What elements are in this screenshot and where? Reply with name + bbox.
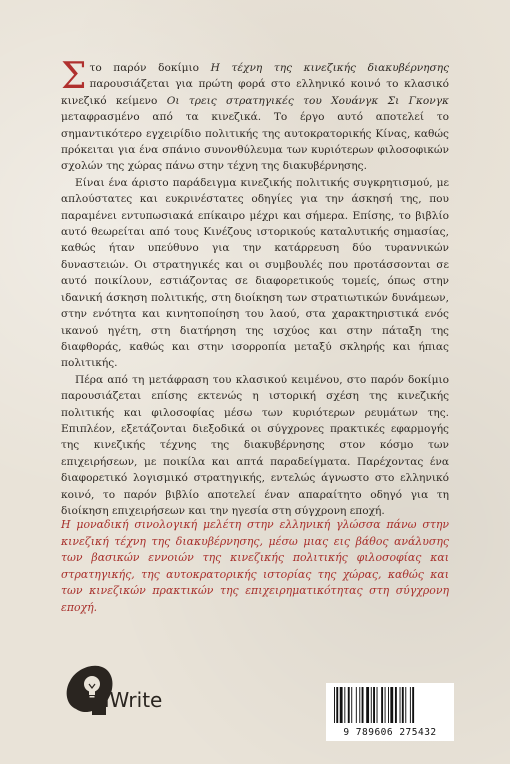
isbn-number: 9 789606 275432 — [343, 727, 437, 738]
drop-cap: Σ — [61, 56, 87, 97]
essay-title: Η τέχνη της κινεζικής διακυβέρνησης — [210, 62, 450, 74]
barcode-bars — [326, 683, 454, 727]
publisher-name: iWrite — [104, 688, 163, 712]
classic-text-title: Οι τρεις στρατηγικές του Χουάνγκ Σι Γκονγκ — [166, 94, 449, 107]
isbn-barcode — [326, 683, 454, 741]
synopsis-paragraph-1: Στο παρόν δοκίμιο Η τέχνη της κινεζικής διακυβέρνησης παρουσιάζεται για πρώτη φορά στο ελληνικό κοινό το κλασικό κινεζικό κείμενο Οι τρεις στρατηγικές του Χουάνγκ Σι Γκονγκ μεταφρασμένο από τα κινεζικά. Το έργο αυτό αποτελεί το σημαντικότερο εγχειρίδιο πολιτικής της αυτοκρατορικής Κίνας, καθώς πρόκειται για ένα σπάνιο συνονθύλευμα των κυριότερων φιλοσοφικών σχολών της χώρας πάνω στην τέχνη της διακυβέρνησης. — [61, 56, 450, 173]
synopsis-paragraph-2: Είναι ένα άριστο παράδειγμα κινεζικής πολιτικής συγκρητισμού, με απλούστατες και ευκρινέστατες οδηγίες για την άσκησή της, που παραμένει εντυπωσιακά επίκαιρο μέχρι και σήμερα. Επίσης, το βιβλίο αυτό θεωρείται από τους Κινέζους ιστορικούς καταλυτικής σημασίας, καθώς ήταν υπεύθυνο για την κατάρρευση δύο τυραννικών δυναστειών. Οι στρατηγικές και οι συμβουλές που προτάσσονται σε αυτό ποικίλουν, εστιάζοντας σε διαφορετικούς τομείς, όπως στην ιδανική άσκηση πολιτικής, στη διοίκηση των στρατιωτικών δυνάμεων, στην ενότητα και κινητοποίηση του λαού, στα χαρακτηριστικά ενός ικανού ηγέτη, στη διατήρηση της ισχύος και στην πάταξη της διαφθοράς, καθώς και στην ισορροπία μεταξύ σκληρής και ήπιας πολιτικής. — [61, 176, 449, 370]
synopsis-text — [61, 56, 450, 519]
highlight-statement: Η μοναδική σινολογική μελέτη στην ελληνική γλώσσα πάνω στην κινεζική τέχνη της διακυβέρνησης, μέσω μιας εις βάθος ανάλυσης των βασικών εννοιών της κινεζικής πολιτικής φιλοσοφίας και στρατηγικής, της αυτοκρατορικής ιστορίας της χώρας, καθώς και των κινεζικών πρακτικών της επιχειρηματικότητας στη σύγχρονη εποχή. — [61, 518, 449, 614]
synopsis-paragraph-3: Πέρα από τη μετάφραση του κλασικού κειμένου, στο παρόν δοκίμιο παρουσιάζεται επίσης εκτενώς η ιστορική σχέση της κινεζικής πολιτικής και φιλοσοφίας μέσω των κυριότερων ρευμάτων της. Επιπλέον, εξετάζονται διεξοδικά οι σύγχρονες πρακτικές εφαρμογής της κινεζικής τέχνης της διακυβέρνησης στον κόσμο των επιχειρήσεων, με ποικίλα και απτά παραδείγματα. Παρέχοντας ένα διαφορετικό λογισμικό στρατηγικής, εντελώς άγνωστο στο ελληνικό κοινό, το παρόν βιβλίο αποτελεί έναν απαραίτητο οδηγό για τη διοίκηση επιχειρήσεων και την ηγεσία στη σύγχρονη εποχή. — [61, 373, 449, 517]
